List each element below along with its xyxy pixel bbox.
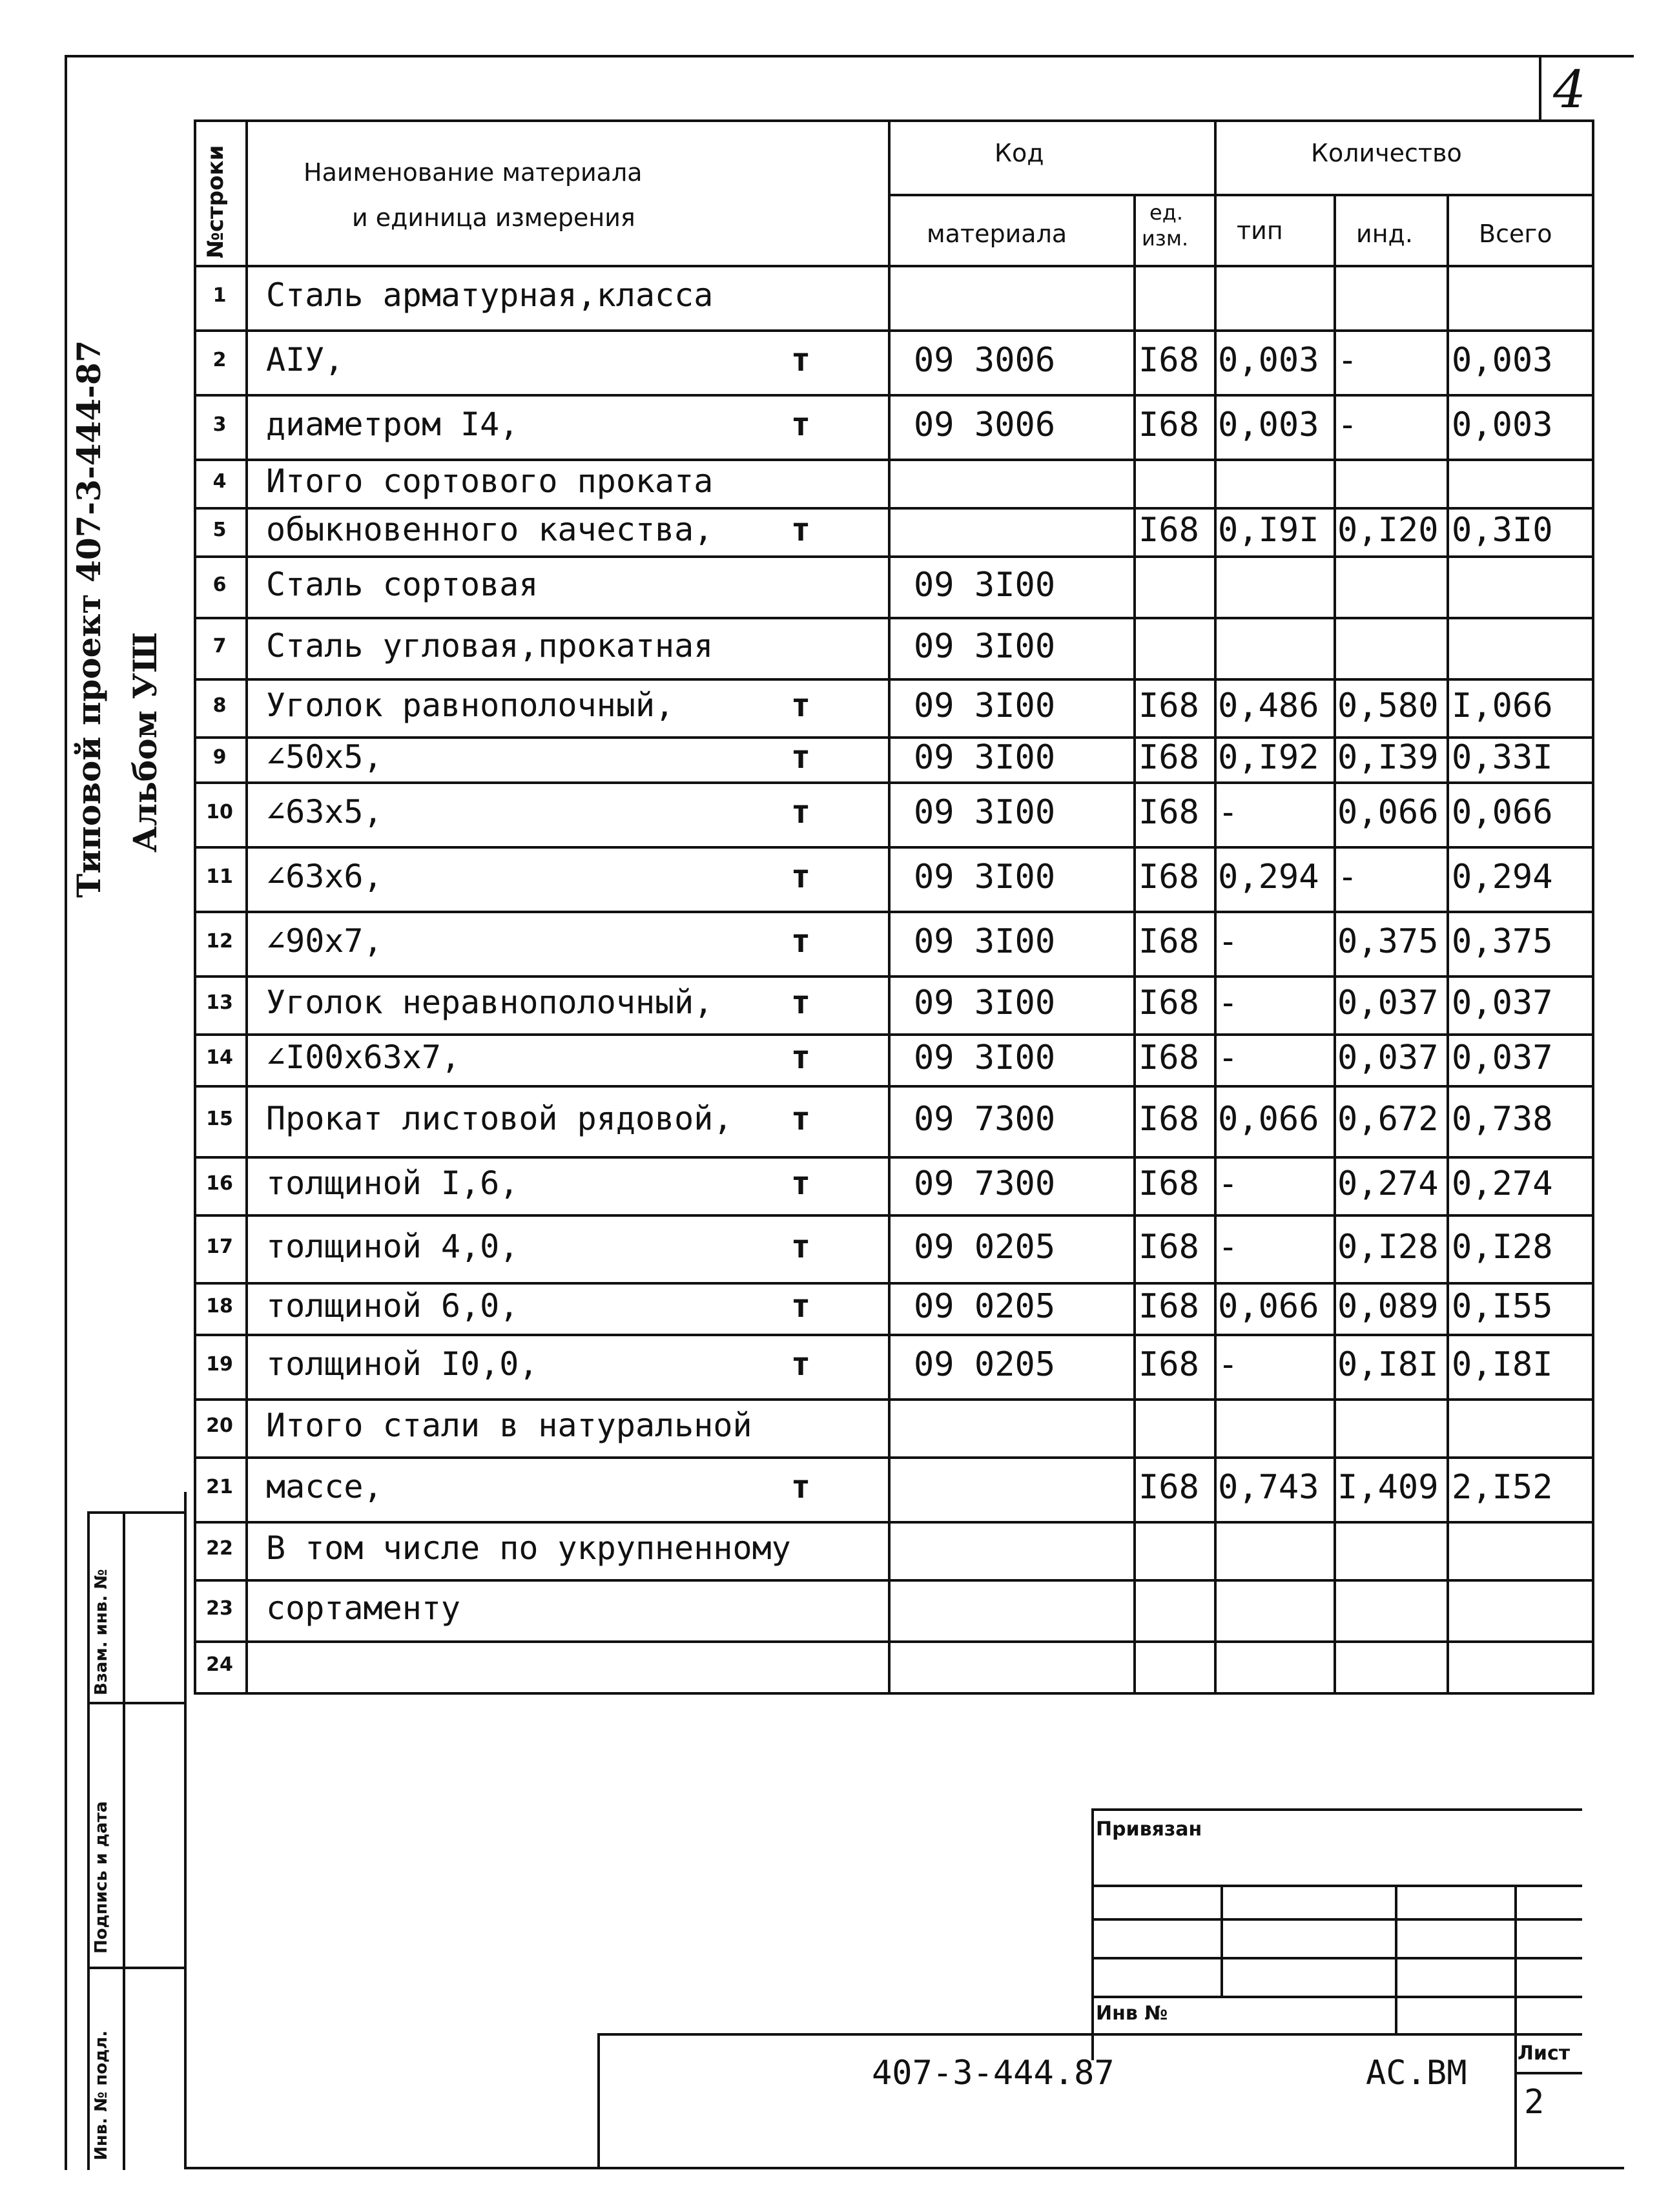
unit-symbol: т (791, 922, 811, 960)
unit-code: I68 (1138, 1345, 1199, 1384)
qty-total: 0,037 (1452, 984, 1553, 1022)
unit-code: I68 (1138, 1100, 1199, 1139)
row-line (194, 459, 1592, 461)
row-line (194, 1579, 1592, 1582)
row-number: 6 (212, 574, 227, 596)
frame-bottom-line (184, 2167, 1624, 2169)
row-line (194, 975, 1592, 978)
row-line (194, 911, 1592, 913)
qty-type: 0,743 (1218, 1468, 1319, 1507)
material-name: Сталь угловая,прокатная (266, 627, 714, 665)
material-name: толщиной 4,0, (266, 1228, 519, 1265)
header-qty-total: Всего (1479, 220, 1552, 248)
qty-total: 0,I8I (1452, 1345, 1553, 1384)
sheet-code: АС.ВМ (1366, 2054, 1467, 2093)
row-line (194, 555, 1592, 558)
qty-total: 0,274 (1452, 1164, 1553, 1203)
material-code: 09 3I00 (914, 566, 1056, 605)
side-album-title: Альбом УШ (126, 632, 164, 853)
unit-code: I68 (1138, 341, 1199, 380)
doc-code: 407-3-444.87 (872, 2054, 1115, 2093)
unit-symbol: т (791, 341, 811, 378)
material-name: ∠I00x63x7, (266, 1039, 461, 1076)
header-quantity: Количество (1311, 139, 1462, 167)
frame-top-line (65, 55, 1634, 57)
row-number: 10 (206, 801, 233, 823)
row-number: 14 (206, 1046, 233, 1069)
material-code: 09 3I00 (914, 858, 1056, 896)
unit-symbol: т (791, 858, 811, 895)
qty-type: - (1218, 1039, 1239, 1077)
qty-type: - (1218, 984, 1239, 1022)
row-line (194, 507, 1592, 510)
qty-ind: 0,375 (1337, 922, 1439, 961)
row-line (194, 1156, 1592, 1159)
frame-left-line (65, 55, 67, 2170)
header-qty-ind: инд. (1356, 220, 1413, 248)
column-line (1214, 119, 1217, 1695)
row-line (194, 394, 1592, 397)
material-name: ∠63x6, (266, 858, 383, 895)
unit-code: I68 (1138, 1164, 1199, 1203)
qty-ind: 0,I20 (1337, 511, 1439, 550)
header-mid-line (888, 194, 1592, 196)
approved-label: Привязан (1096, 1818, 1202, 1841)
material-name: массе, (266, 1468, 383, 1505)
material-code: 09 3I00 (914, 922, 1056, 961)
frame-sheet-mark-line (1539, 55, 1541, 119)
qty-ind: 0,066 (1337, 793, 1439, 832)
qty-ind: - (1337, 341, 1358, 380)
material-code: 09 3I00 (914, 793, 1056, 832)
column-line (1592, 119, 1594, 1695)
row-number: 20 (206, 1414, 233, 1437)
row-number: 17 (206, 1235, 233, 1258)
unit-symbol: т (791, 738, 811, 776)
row-number: 16 (206, 1172, 233, 1195)
material-code: 09 7300 (914, 1164, 1056, 1203)
unit-code: I68 (1138, 511, 1199, 550)
qty-total: 0,003 (1452, 341, 1553, 380)
material-name: Уголок неравнополочный, (266, 984, 714, 1021)
qty-total: 0,738 (1452, 1100, 1553, 1139)
qty-total: 0,003 (1452, 406, 1553, 444)
row-line (194, 329, 1592, 332)
row-number: 15 (206, 1108, 233, 1130)
qty-type: - (1218, 1228, 1239, 1266)
material-name: Прокат листовой рядовой, (266, 1100, 733, 1137)
row-line (194, 617, 1592, 619)
qty-type: 0,066 (1218, 1287, 1319, 1326)
unit-code: I68 (1138, 922, 1199, 961)
material-name: толщиной I0,0, (266, 1345, 539, 1383)
row-line (194, 1692, 1592, 1695)
qty-type: 0,I9I (1218, 511, 1319, 550)
row-number: 5 (212, 519, 227, 541)
header-name-line2: и единица измерения (352, 203, 635, 232)
qty-ind: 0,580 (1337, 687, 1439, 725)
row-number: 24 (206, 1653, 233, 1676)
qty-type: 0,486 (1218, 687, 1319, 725)
row-number: 2 (212, 349, 227, 371)
material-name: ∠50x5, (266, 738, 383, 776)
row-number: 3 (212, 413, 227, 436)
row-line (194, 1085, 1592, 1088)
row-line (194, 678, 1592, 681)
qty-type: 0,I92 (1218, 738, 1319, 777)
sheet-label: Лист (1518, 2042, 1571, 2065)
row-line (194, 781, 1592, 784)
row-number: 12 (206, 930, 233, 953)
unit-symbol: т (791, 1164, 811, 1202)
row-number: 9 (212, 746, 227, 769)
qty-ind: 0,I39 (1337, 738, 1439, 777)
qty-type: 0,003 (1218, 341, 1319, 380)
row-number: 21 (206, 1476, 233, 1498)
unit-symbol: т (791, 984, 811, 1021)
row-line (194, 1456, 1592, 1459)
material-code: 09 3I00 (914, 738, 1056, 777)
unit-symbol: т (791, 1468, 811, 1505)
material-code: 09 0205 (914, 1345, 1056, 1384)
qty-ind: 0,274 (1337, 1164, 1439, 1203)
unit-code: I68 (1138, 858, 1199, 896)
unit-symbol: т (791, 406, 811, 443)
column-line (1133, 194, 1136, 1695)
side-project-title: Типовой проект 407-3-444-87 (70, 340, 108, 898)
material-name: Уголок равнополочный, (266, 687, 675, 724)
qty-type: 0,294 (1218, 858, 1319, 896)
qty-type: - (1218, 1164, 1239, 1203)
qty-ind: 0,672 (1337, 1100, 1439, 1139)
table-top-line (194, 119, 1592, 122)
header-code-material: материала (927, 220, 1067, 248)
qty-ind: - (1337, 406, 1358, 444)
sheet-mark: 4 (1553, 59, 1586, 119)
unit-code: I68 (1138, 406, 1199, 444)
column-line (1334, 194, 1336, 1695)
unit-symbol: т (791, 687, 811, 724)
qty-total: 0,I55 (1452, 1287, 1553, 1326)
row-line (194, 1398, 1592, 1401)
row-line (194, 1521, 1592, 1524)
material-code: 09 3006 (914, 341, 1056, 380)
row-number: 1 (212, 284, 227, 307)
header-name-line1: Наименование материала (304, 158, 643, 187)
material-name: Итого стали в натуральной (266, 1407, 752, 1444)
frame-left-inner-line (184, 1492, 187, 2167)
material-name: В том числе по укрупненному (266, 1529, 791, 1567)
qty-ind: 0,I28 (1337, 1228, 1439, 1266)
header-row-no: №строки (203, 145, 229, 258)
row-number: 18 (206, 1295, 233, 1318)
column-line (1447, 194, 1449, 1695)
inv-no-label: Инв № (1096, 2002, 1168, 2025)
column-line (888, 119, 891, 1695)
row-line (194, 1640, 1592, 1643)
header-code: Код (994, 139, 1044, 167)
stamp-signature-date: Подпись и дата (92, 1801, 111, 1954)
unit-code: I68 (1138, 738, 1199, 777)
qty-total: 0,I28 (1452, 1228, 1553, 1266)
unit-code: I68 (1138, 1039, 1199, 1077)
row-number: 19 (206, 1353, 233, 1376)
unit-symbol: т (791, 1228, 811, 1265)
row-number: 7 (212, 635, 227, 657)
column-line (194, 119, 196, 1695)
row-line (194, 1033, 1592, 1036)
qty-type: 0,066 (1218, 1100, 1319, 1139)
qty-total: 0,33I (1452, 738, 1553, 777)
unit-code: I68 (1138, 793, 1199, 832)
unit-symbol: т (791, 1345, 811, 1383)
qty-type: - (1218, 793, 1239, 832)
row-number: 8 (212, 694, 227, 717)
qty-ind: 0,037 (1337, 984, 1439, 1022)
row-line (194, 846, 1592, 849)
material-code: 09 3I00 (914, 627, 1056, 666)
unit-symbol: т (791, 793, 811, 831)
material-code: 09 3006 (914, 406, 1056, 444)
row-line (194, 1282, 1592, 1285)
qty-ind: - (1337, 858, 1358, 896)
row-number: 4 (212, 470, 227, 493)
material-name: ∠63x5, (266, 793, 383, 831)
qty-ind: 0,089 (1337, 1287, 1439, 1326)
material-name: AIУ, (266, 341, 344, 378)
unit-code: I68 (1138, 1468, 1199, 1507)
stamp-inv-original: Инв. № подл. (92, 2030, 111, 2160)
material-name: Сталь арматурная,класса (266, 276, 714, 314)
qty-total: 0,294 (1452, 858, 1553, 896)
material-name: ∠90x7, (266, 922, 383, 960)
qty-total: 2,I52 (1452, 1468, 1553, 1507)
material-name: диаметром I4, (266, 406, 519, 443)
unit-symbol: т (791, 1287, 811, 1325)
row-line (194, 265, 1592, 267)
unit-symbol: т (791, 1100, 811, 1137)
column-line (245, 119, 248, 1695)
unit-code: I68 (1138, 1228, 1199, 1266)
material-name: толщиной 6,0, (266, 1287, 519, 1325)
material-code: 09 0205 (914, 1287, 1056, 1326)
row-line (194, 1334, 1592, 1336)
qty-type: 0,003 (1218, 406, 1319, 444)
sheet-number: 2 (1524, 2083, 1545, 2122)
qty-total: 0,3I0 (1452, 511, 1553, 550)
row-number: 22 (206, 1537, 233, 1560)
material-name: толщиной I,6, (266, 1164, 519, 1202)
qty-ind: 0,037 (1337, 1039, 1439, 1077)
row-number: 11 (206, 865, 233, 888)
qty-ind: 0,I8I (1337, 1345, 1439, 1384)
row-number: 23 (206, 1597, 233, 1620)
material-code: 09 3I00 (914, 1039, 1056, 1077)
row-line (194, 1214, 1592, 1217)
material-name: Сталь сортовая (266, 566, 539, 603)
qty-type: - (1218, 1345, 1239, 1384)
stamp-replace-inv: Взам. инв. № (92, 1569, 111, 1695)
header-unit-line2: изм. (1142, 226, 1189, 251)
material-name: обыкновенного качества, (266, 511, 714, 548)
qty-total: 0,375 (1452, 922, 1553, 961)
material-name: Итого сортового проката (266, 462, 714, 500)
material-code: 09 3I00 (914, 687, 1056, 725)
qty-total: I,066 (1452, 687, 1553, 725)
qty-type: - (1218, 922, 1239, 961)
unit-symbol: т (791, 1039, 811, 1076)
material-code: 09 0205 (914, 1228, 1056, 1266)
unit-code: I68 (1138, 687, 1199, 725)
unit-code: I68 (1138, 1287, 1199, 1326)
header-unit-line1: ед. (1149, 200, 1183, 225)
unit-code: I68 (1138, 984, 1199, 1022)
material-name: сортаменту (266, 1589, 461, 1627)
qty-ind: I,409 (1337, 1468, 1439, 1507)
qty-total: 0,066 (1452, 793, 1553, 832)
material-code: 09 7300 (914, 1100, 1056, 1139)
unit-symbol: т (791, 511, 811, 548)
qty-total: 0,037 (1452, 1039, 1553, 1077)
material-code: 09 3I00 (914, 984, 1056, 1022)
row-number: 13 (206, 991, 233, 1014)
header-qty-type: тип (1237, 216, 1283, 245)
